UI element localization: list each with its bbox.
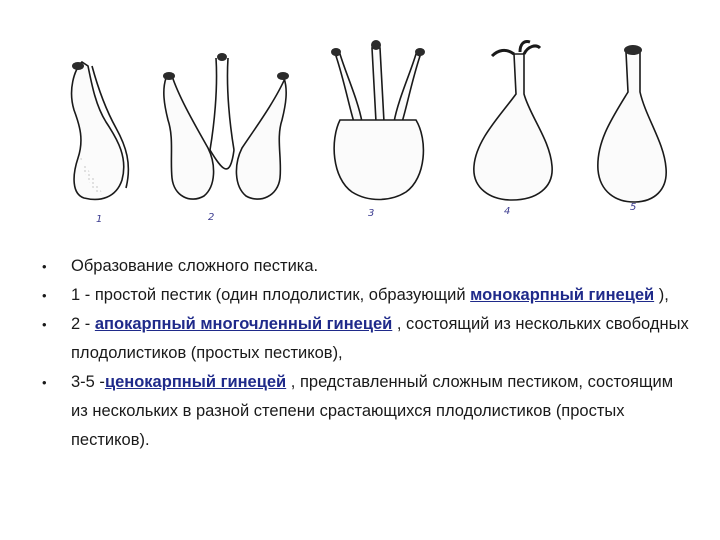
bullet-item: [30, 281, 690, 310]
pistil-3-syncarpous: [331, 40, 425, 200]
stigma-5: [624, 45, 642, 55]
bullet-text-pre: 3-5 -: [71, 373, 105, 391]
stigma-2a: [163, 72, 175, 80]
bullet-item: [30, 310, 690, 368]
stigma-1: [72, 62, 84, 70]
stigma-2b: [217, 53, 227, 61]
bullet-text: Образование сложного пестика.: [71, 257, 319, 275]
label-4: 4: [504, 206, 511, 217]
stigma-3a: [331, 48, 341, 56]
pistil-diagram: [40, 30, 680, 230]
link-monocarpous-gynoecium[interactable]: монокарпный гинецей: [470, 286, 655, 304]
bullet-dot: •: [42, 375, 47, 390]
label-5: 5: [630, 202, 637, 213]
bullet-item: [30, 252, 690, 281]
label-3: 3: [368, 208, 375, 219]
bullet-list: [30, 252, 690, 455]
bullet-text-pre: 1 - простой пестик (один плодолистик, образующий: [71, 286, 471, 304]
link-apocarpous-gynoecium[interactable]: апокарпный многочленный гинецей: [94, 315, 393, 333]
pistil-2-apocarpous: [163, 53, 289, 199]
bullet-text-post: ),: [654, 286, 669, 304]
label-2: 2: [208, 212, 215, 223]
stigma-3c: [415, 48, 425, 56]
label-1: 1: [96, 214, 103, 225]
bullet-text-post: , представленный сложным пестиком, состоящим из нескольких в разной степени срастающихся плодолистиков (простых пестиков).: [71, 373, 674, 449]
bullet-dot: •: [42, 259, 47, 274]
bullet-text-post: , состоящий из нескольких свободных плодолистиков (простых пестиков),: [71, 315, 689, 362]
stigma-2c: [277, 72, 289, 80]
pistil-4-syncarpous: [474, 41, 552, 200]
bullet-text-pre: 2 -: [71, 315, 95, 333]
bullet-item: [30, 368, 690, 455]
bullet-dot: •: [42, 317, 47, 332]
link-coenocarpous-gynoecium[interactable]: ценокарпный гинецей: [104, 373, 287, 391]
pistil-5-syncarpous: [598, 45, 666, 202]
stigma-3b: [371, 40, 381, 50]
pistil-1-simple: [72, 62, 129, 199]
bullet-dot: •: [42, 288, 47, 303]
